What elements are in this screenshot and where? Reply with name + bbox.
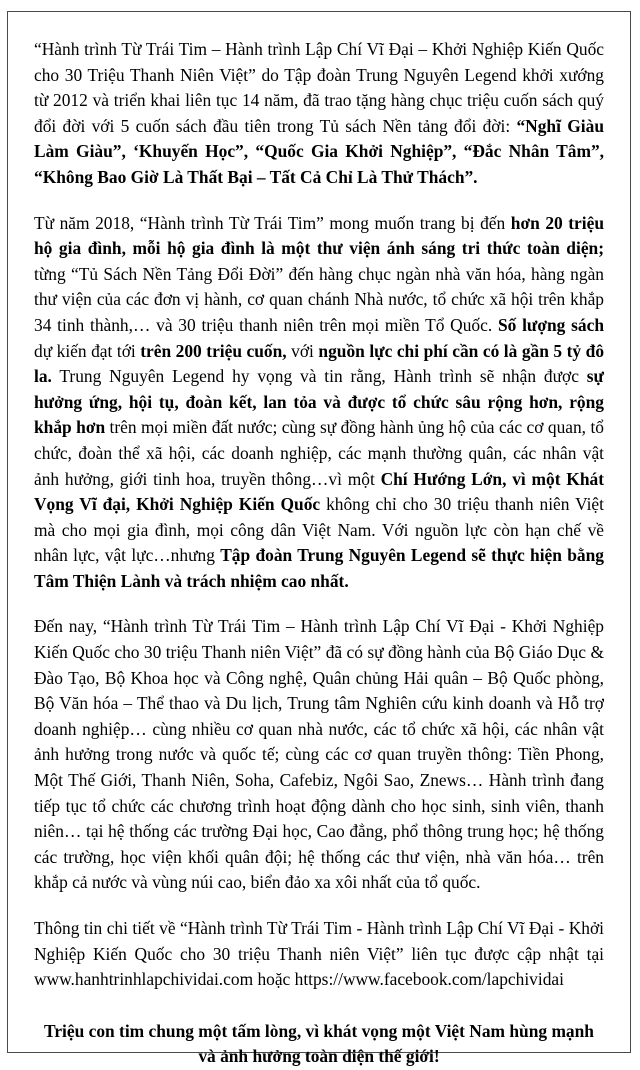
paragraph-2-run-11: Chí Hướng Lớn, vì một Khát Vọng Vĩ đại, Khởi Nghiệp Kiến Quốc bbox=[34, 468, 604, 515]
paragraph-1-run-1: “Nghĩ Giàu Làm Giàu”, ‘Khuyến Học”, “Quốc Gia Khởi Nghiệp”, “Đắc Nhân Tâm”, “Không Bao Giờ Là Thất Bại – Tất Cả Chỉ Là Thử Thách”. bbox=[34, 115, 604, 187]
paragraph-2-run-1: hơn 20 triệu hộ gia đình, mỗi hộ gia đình là một thư viện ánh sáng tri thức toàn diện; bbox=[34, 212, 604, 259]
paragraph-4-run-0: Thông tin chi tiết về “Hành trình Từ Trái Tim - Hành trình Lập Chí Vĩ Đại - Khởi Nghiệp Kiến Quốc cho 30 triệu Thanh niên Việt” liên tục được cập nhật tại www.hanhtrinhlapchividai.com hoặc https://www.facebook.com/lapchividai bbox=[34, 918, 604, 990]
paragraph-2-run-9: sự hưởng ứng, hội tụ, đoàn kết, lan tỏa và được tổ chức sâu rộng hơn, rộng khắp hơn bbox=[34, 366, 604, 438]
paragraph-2-run-7: nguồn lực chi phí cần có là gần 5 tỷ đô la. bbox=[34, 340, 605, 387]
paragraph-1-run-0: “Hành trình Từ Trái Tim – Hành trình Lập Chí Vĩ Đại – Khởi Nghiệp Kiến Quốc cho 30 Triệu Thanh Niên Việt” do Tập đoàn Trung Nguyên Legend khởi xướng từ 2012 và triển khai liên tục 14 năm, đã trao tặng hàng chục triệu cuốn sách quý đổi đời với 5 cuốn sách đầu tiên trong Tủ sách Nền tảng đổi đời: bbox=[34, 39, 604, 136]
paragraph-2-run-13: Tập đoàn Trung Nguyên Legend sẽ thực hiện bằng Tâm Thiện Lành và trách nhiệm cao nhất. bbox=[34, 545, 604, 591]
paragraph-2-run-3: Số lượng sách bbox=[497, 314, 604, 335]
paragraph-3 bbox=[34, 614, 604, 896]
paragraph-2-run-10: trên mọi miền đất nước; cùng sự đồng hành ủng hộ của các cơ quan, tổ chức, đoàn thể xã hội, các doanh nghiệp, các mạnh thường quân, các nhân vật ảnh hưởng, giới tinh hoa, truyền thông…vì một bbox=[34, 417, 604, 489]
paragraph-3-run-0: Đến nay, “Hành trình Từ Trái Tim – Hành trình Lập Chí Vĩ Đại - Khởi Nghiệp Kiến Quốc cho 30 triệu Thanh niên Việt” đã có sự đồng hành của Bộ Giáo Dục & Đào Tạo, Bộ Khoa học và Công nghệ, Quân chủng Hải quân – Bộ Quốc phòng, Bộ Văn hóa – Thể thao và Du lịch, Trung tâm Nghiên cứu kinh doanh và Hỗ trợ doanh nghiệp… cùng nhiều cơ quan nhà nước, các tổ chức xã hội, các nhân vật ảnh hưởng trong nước và quốc tế; cùng các cơ quan truyền thông: Tiền Phong, Một Thế Giới, Thanh Niên, Soha, Cafebiz, Ngôi Sao, Znews… Hành trình đang tiếp tục tổ chức các chương trình hoạt động dành cho học sinh, sinh viên, thanh niên… tại hệ thống các trường Đại học, Cao đẳng, phổ thông trung học; hệ thống các trường, học viện khối quân đội; hệ thống các thư viện, nhà văn hóa… trên khắp cả nước và vùng núi cao, biển đảo xa xôi nhất của tổ quốc. bbox=[34, 616, 604, 893]
document-content bbox=[34, 37, 604, 1070]
closing-line-1: Triệu con tim chung một tấm lòng, vì khát vọng một Việt Nam hùng mạnh bbox=[44, 1020, 594, 1041]
paragraph-2-run-5: trên 200 triệu cuốn, bbox=[140, 340, 287, 361]
closing-line-2: và ảnh hưởng toàn diện thế giới! bbox=[198, 1046, 440, 1067]
paragraph-4 bbox=[34, 916, 604, 993]
paragraph-2-run-6: với bbox=[286, 340, 319, 361]
paragraph-2-run-4: dự kiến đạt tới bbox=[34, 340, 141, 361]
paragraph-2-run-0: Từ năm 2018, “Hành trình Từ Trái Tim” mong muốn trang bị đến bbox=[34, 212, 511, 233]
paragraph-1 bbox=[34, 37, 604, 191]
paragraph-2 bbox=[34, 211, 604, 595]
document-page bbox=[7, 11, 631, 1067]
paragraph-2-run-12: không chỉ cho 30 triệu thanh niên Việt mà cho mọi gia đình, mọi công dân Việt Nam. Với nguồn lực còn hạn chế về nhân lực, vật lực…nhưng bbox=[34, 494, 604, 566]
paragraph-2-run-2: từng “Tủ Sách Nền Tảng Đổi Đời” đến hàng chục ngàn nhà văn hóa, hàng ngàn thư viện của các đơn vị hành, cơ quan chánh Nhà nước, tổ chức xã hội trên khắp 34 tinh thành,… và 30 triệu thanh niên trên mọi miền Tổ Quốc. bbox=[34, 263, 604, 335]
paragraph-2-run-8: Trung Nguyên Legend hy vọng và tin rằng, Hành trình sẽ nhận được bbox=[51, 366, 587, 387]
